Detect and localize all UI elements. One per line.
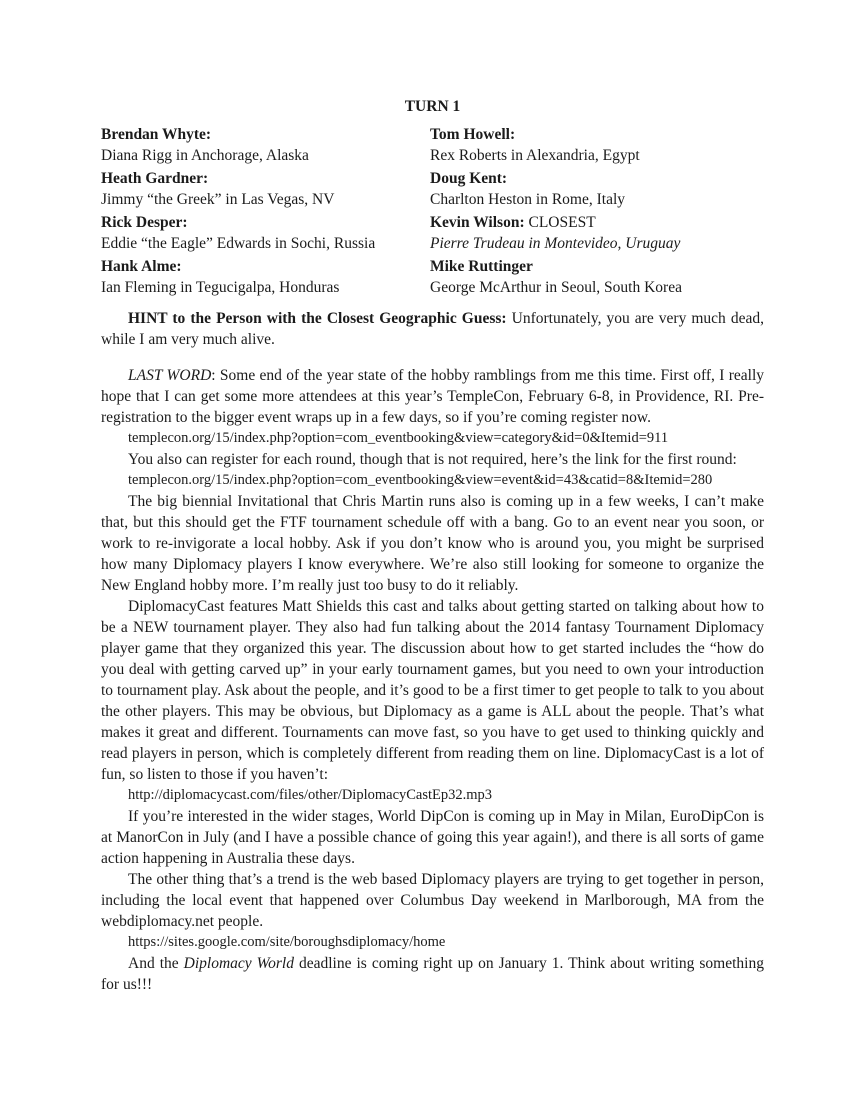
guess-entry-kevin-wilson xyxy=(430,212,764,254)
url-diplomacycast-mp3: http://diplomacycast.com/files/other/DiplomacyCastEp32.mp3 xyxy=(128,787,493,803)
player-guess: Ian Fleming in Tegucigalpa, Honduras xyxy=(101,279,340,296)
guess-entry-brendan-whyte xyxy=(101,124,430,166)
guess-entry-heath-gardner xyxy=(101,168,430,210)
last-word-paragraph-4: DiplomacyCast features Matt Shields this cast and talks about getting started on talking about how to be a NEW tournament player. They also had fun talking about the 2014 fantasy Tournament Diplomacy player game that they organized this year. The discussion about how to get started includes the “how do you deal with getting carved up” in your early tournament games, but you need to own your introduction to tournament play. Ask about the people, and it’s good to be a first timer to get people to talk to you about the other players. This may be obvious, but Diplomacy as a game is ALL about the people. That’s what makes it great and different. Tournaments can move fast, so you have to get used to thinking quickly and read players in person, which is completely different from reading them on line. DiplomacyCast is a lot of fun, so listen to those if you haven’t: xyxy=(101,598,764,783)
last-word-paragraph-7-post: deadline is coming right up on January 1. Think about writing something for us!!! xyxy=(101,955,764,993)
player-guess: Rex Roberts in Alexandria, Egypt xyxy=(430,147,640,164)
last-word-paragraph-2: You also can register for each round, though that is not required, here’s the link for the first round: xyxy=(128,451,737,468)
guess-entry-hank-alme xyxy=(101,256,430,298)
last-word-paragraph-5: If you’re interested in the wider stages, World DipCon is coming up in May in Milan, EuroDipCon is at ManorCon in July (and I have a possible chance of going this year again!), and there is all sorts of game action happening in Australia these days. xyxy=(101,808,764,867)
player-name: Brendan Whyte: xyxy=(101,126,212,143)
last-word-paragraph-1-text: : Some end of the year state of the hobby ramblings from me this time. First off, I really hope that I can get some more attendees at this year’s TempleCon, February 6-8, in Providence, RI. Pre-registration to the bigger event wraps up in a few days, so if you’re coming register now. xyxy=(101,367,764,426)
player-guess: George McArthur in Seoul, South Korea xyxy=(430,279,682,296)
hint-label: HINT to the Person with the Closest Geographic Guess: xyxy=(128,310,507,327)
guess-entry-rick-desper xyxy=(101,212,430,254)
player-name: Rick Desper: xyxy=(101,214,188,231)
url-boroughs-diplomacy: https://sites.google.com/site/boroughsdiplomacy/home xyxy=(128,934,446,950)
player-guess: Jimmy “the Greek” in Las Vegas, NV xyxy=(101,191,335,208)
guess-entry-mike-ruttinger xyxy=(430,256,764,298)
player-guess: Diana Rigg in Anchorage, Alaska xyxy=(101,147,309,164)
url-templecon-category: templecon.org/15/index.php?option=com_eventbooking&view=category&id=0&Itemid=911 xyxy=(128,430,669,446)
url-templecon-event: templecon.org/15/index.php?option=com_eventbooking&view=event&id=43&catid=8&Itemid=280 xyxy=(128,472,713,488)
diplomacy-world-title: Diplomacy World xyxy=(183,955,294,972)
hint-text: Unfortunately, you are very much dead, while I am very much alive. xyxy=(101,310,764,348)
player-name: Heath Gardner: xyxy=(101,170,209,187)
turn-heading: TURN 1 xyxy=(404,98,461,115)
player-name: Doug Kent: xyxy=(430,170,508,187)
player-name: Kevin Wilson: xyxy=(430,214,525,231)
last-word-paragraph-7-pre: And the xyxy=(128,955,184,972)
player-guess: Eddie “the Eagle” Edwards in Sochi, Russia xyxy=(101,235,376,252)
guess-entry-doug-kent xyxy=(430,168,764,210)
last-word-label: LAST WORD xyxy=(128,367,212,384)
player-guess: Pierre Trudeau in Montevideo, Uruguay xyxy=(430,235,681,252)
player-name: Hank Alme: xyxy=(101,258,182,275)
hint-paragraph xyxy=(101,308,764,350)
last-word-section xyxy=(101,365,764,995)
closest-marker: CLOSEST xyxy=(528,214,596,231)
last-word-paragraph-6: The other thing that’s a trend is the web based Diplomacy players are trying to get together in person, including the local event that happened over Columbus Day weekend in Marlborough, MA from the webdiplomacy.net people. xyxy=(101,871,764,930)
player-guess: Charlton Heston in Rome, Italy xyxy=(430,191,626,208)
guess-entry-tom-howell xyxy=(430,124,764,166)
last-word-paragraph-1 xyxy=(101,365,764,428)
player-name: Tom Howell: xyxy=(430,126,516,143)
guess-entries xyxy=(101,124,764,300)
last-word-paragraph-7 xyxy=(101,953,764,995)
player-name: Mike Ruttinger xyxy=(430,258,533,275)
last-word-paragraph-3: The big biennial Invitational that Chris Martin runs also is coming up in a few weeks, I can’t make that, but this should get the FTF tournament schedule off with a bang. Go to an event near you soon, or work to re-invigorate a local hobby. Ask if you don’t know who is around you, you might be surprised how many Diplomacy players I know everywhere. We’re also still looking for someone to organize the New England hobby more. I’m really just too busy to do it reliably. xyxy=(101,493,764,594)
